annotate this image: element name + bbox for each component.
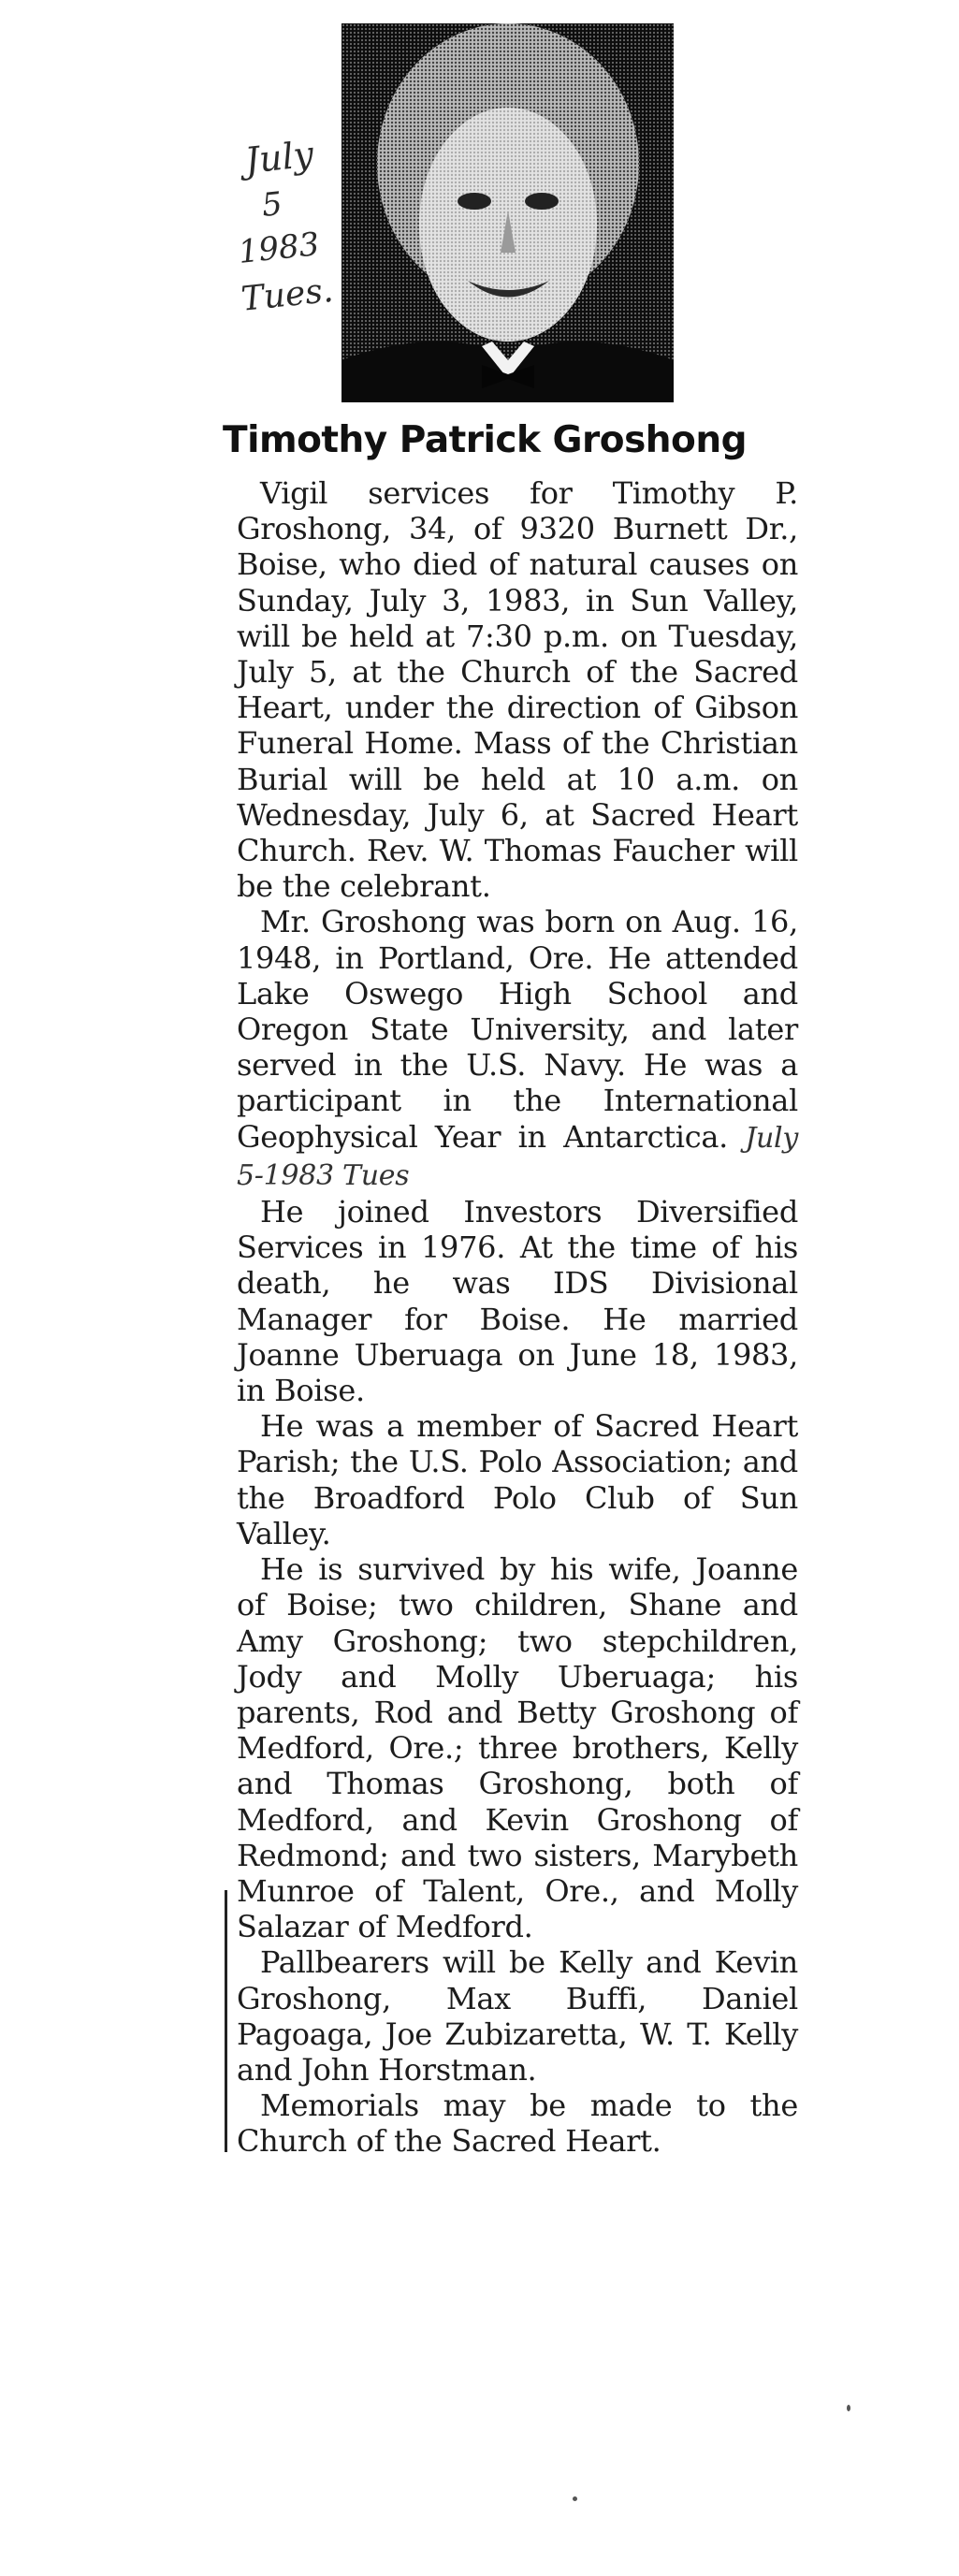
paragraph-memorials: Memorials may be made to the Church of the Sacred Heart.	[237, 2088, 798, 2160]
paragraph-biography	[237, 904, 798, 1194]
portrait-photo	[341, 23, 674, 402]
handwritten-month: July	[242, 133, 316, 182]
paper-speck	[573, 2496, 577, 2501]
paragraph-survivors: He is survived by his wife, Joanne of Boise; two children, Shane and Amy Groshong; two stepchildren, Jody and Molly Uberuaga; his parents, Rod and Betty Groshong of Medford, Ore.; three brothers, Kelly and Thomas Groshong, both of Medford, and Kevin Groshong of Redmond; and two sisters, Marybeth Munroe of Talent, Ore., and Molly Salazar of Medford.	[237, 1551, 798, 1945]
obituary-body	[237, 475, 798, 2160]
paragraph-biography-text: Mr. Groshong was born on Aug. 16, 1948, in Portland, Ore. He attended Lake Oswego High School and Oregon State University, and later served in the U.S. Navy. He was a participant in the International Geophysical Year in Antarctica.	[237, 904, 798, 1155]
handwritten-day: 5	[259, 184, 284, 225]
obituary-headline: Timothy Patrick Groshong	[223, 419, 748, 461]
paragraph-services: Vigil services for Timothy P. Groshong, 34, of 9320 Burnett Dr., Boise, who died of natural causes on Sunday, July 3, 1983, in Sun Valley, will be held at 7:30 p.m. on Tuesday, July 5, at the Church of the Sacred Heart, under the direction of Gibson Funeral Home. Mass of the Christian Burial will be held at 10 a.m. on Wednesday, July 6, at Sacred Heart Church. Rev. W. Thomas Faucher will be the celebrant.	[237, 475, 798, 905]
handwritten-weekday: Tues.	[239, 270, 336, 319]
inline-handwritten-date: July 5-1983 Tues	[237, 1121, 799, 1192]
margin-mark	[225, 1890, 227, 2152]
paragraph-memberships: He was a member of Sacred Heart Parish; the U.S. Polo Association; and the Broadford Polo Club of Sun Valley.	[237, 1408, 798, 1551]
paragraph-pallbearers: Pallbearers will be Kelly and Kevin Groshong, Max Buffi, Daniel Pagoaga, Joe Zubizaretta, W. T. Kelly and John Horstman.	[237, 1944, 798, 2088]
handwritten-year: 1983	[236, 226, 322, 271]
paper-speck	[847, 2405, 850, 2411]
portrait-image	[341, 23, 674, 402]
paragraph-career: He joined Investors Diversified Services in 1976. At the time of his death, he was IDS Divisional Manager for Boise. He married Joanne Uberuaga on June 18, 1983, in Boise.	[237, 1194, 798, 1409]
